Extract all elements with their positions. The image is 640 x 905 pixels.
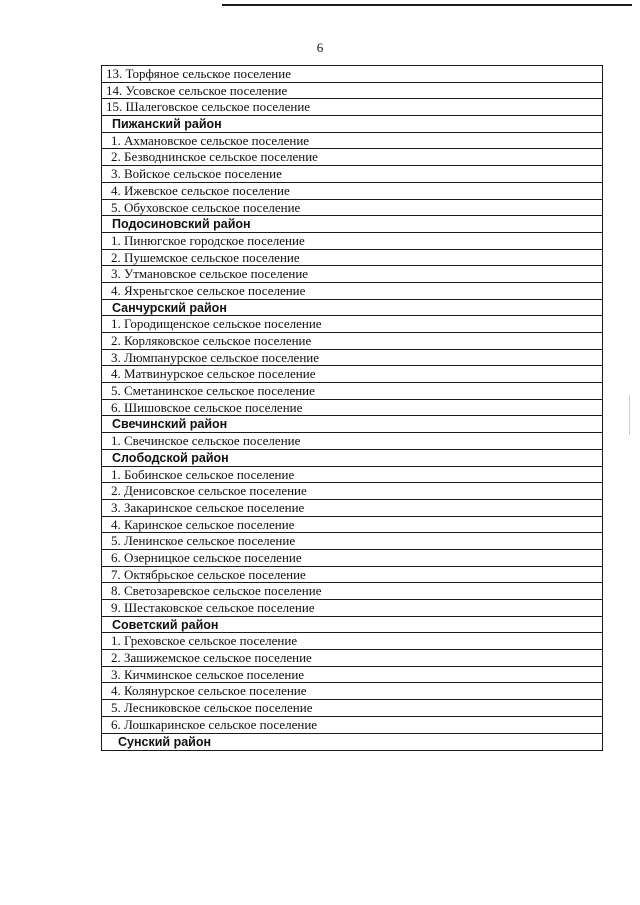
settlement-row: 3. Кичминское сельское поселение	[102, 667, 602, 684]
district-heading-row: Пижанский район	[102, 116, 602, 133]
settlement-row: 6. Шишовское сельское поселение	[102, 400, 602, 417]
settlement-row: 4. Матвинурское сельское поселение	[102, 366, 602, 383]
district-heading-row: Санчурский район	[102, 300, 602, 317]
settlement-row: 1. Городищенское сельское поселение	[102, 316, 602, 333]
settlement-row: 6. Озерницкое сельское поселение	[102, 550, 602, 567]
settlement-row: 1. Греховское сельское поселение	[102, 633, 602, 650]
settlement-row: 3. Утмановское сельское поселение	[102, 266, 602, 283]
settlement-row: 1. Ахмановское сельское поселение	[102, 133, 602, 150]
settlement-row: 5. Обуховское сельское поселение	[102, 200, 602, 217]
settlement-row: 2. Безводнинское сельское поселение	[102, 149, 602, 166]
scan-margin-mark	[629, 395, 630, 435]
settlement-row: 1. Бобинское сельское поселение	[102, 467, 602, 484]
settlement-row: 15. Шалеговское сельское поселение	[102, 99, 602, 116]
settlement-row: 13. Торфяное сельское поселение	[102, 66, 602, 83]
district-heading-row: Подосиновский район	[102, 216, 602, 233]
header-rule	[222, 4, 632, 6]
settlement-row: 5. Ленинское сельское поселение	[102, 533, 602, 550]
page-number: 6	[316, 40, 324, 55]
settlement-row: 4. Каринское сельское поселение	[102, 517, 602, 534]
settlement-row: 7. Октябрьское сельское поселение	[102, 567, 602, 584]
settlements-table	[101, 65, 603, 751]
settlement-row: 4. Колянурское сельское поселение	[102, 683, 602, 700]
settlement-row: 8. Светозаревское сельское поселение	[102, 583, 602, 600]
district-heading-row: Советский район	[102, 617, 602, 634]
district-heading-row: Свечинский район	[102, 416, 602, 433]
settlement-row: 2. Зашижемское сельское поселение	[102, 650, 602, 667]
settlement-row: 9. Шестаковское сельское поселение	[102, 600, 602, 617]
settlement-row: 3. Войское сельское поселение	[102, 166, 602, 183]
settlement-row: 5. Лесниковское сельское поселение	[102, 700, 602, 717]
district-heading-row: Сунский район	[118, 734, 212, 749]
settlement-row: 5. Сметанинское сельское поселение	[102, 383, 602, 400]
settlement-row: 6. Лошкаринское сельское поселение	[102, 717, 602, 734]
settlement-row: 14. Усовское сельское поселение	[102, 83, 602, 100]
settlement-row: 4. Яхреньгское сельское поселение	[102, 283, 602, 300]
settlement-row: 2. Пушемское сельское поселение	[102, 250, 602, 267]
settlement-row: 2. Корляковское сельское поселение	[102, 333, 602, 350]
settlement-row: 1. Свечинское сельское поселение	[102, 433, 602, 450]
settlement-row: 2. Денисовское сельское поселение	[102, 483, 602, 500]
settlement-row: 1. Пинюгское городское поселение	[102, 233, 602, 250]
settlement-row: 4. Ижевское сельское поселение	[102, 183, 602, 200]
settlement-row: 3. Люмпанурское сельское поселение	[102, 350, 602, 367]
district-heading-row: Слободской район	[102, 450, 602, 467]
settlement-row: 3. Закаринское сельское поселение	[102, 500, 602, 517]
